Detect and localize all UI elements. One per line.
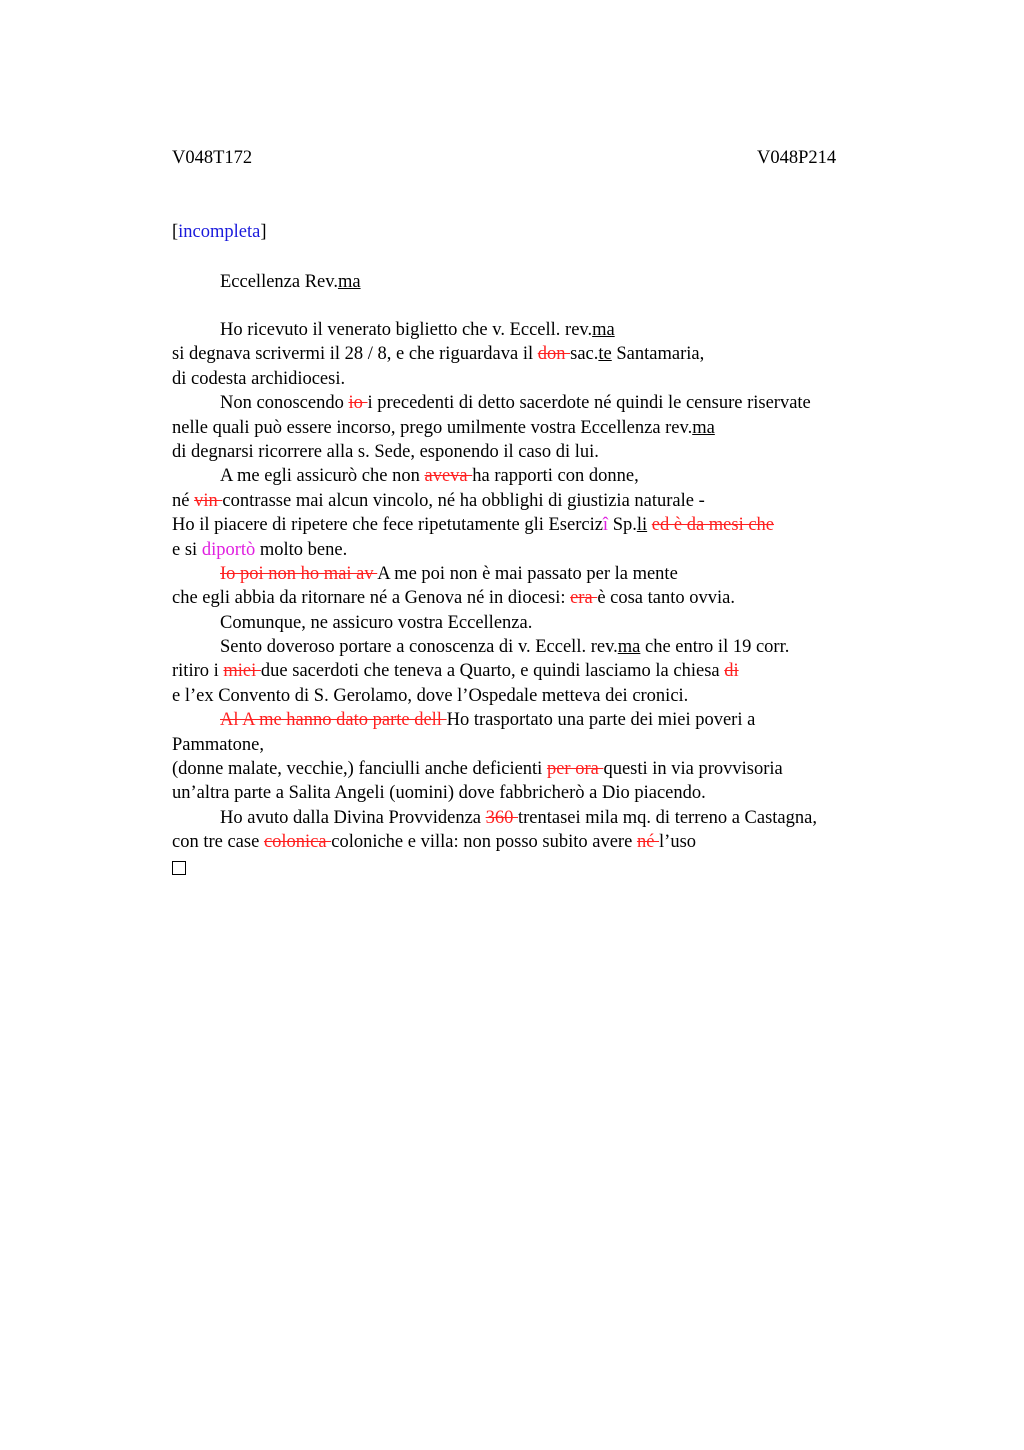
salutation-abbrev: ma [337, 272, 361, 292]
abbreviation: li [636, 515, 648, 536]
text-run: (donne malate, vecchie,) fanciulli anche deficienti [172, 759, 547, 780]
letter-body [172, 318, 912, 879]
status-bracket-open: [ [172, 222, 179, 242]
text-run: l’uso [659, 832, 697, 853]
text-line [172, 830, 912, 854]
salutation [220, 270, 361, 294]
text-run: ritiro i [172, 661, 224, 682]
text-line [172, 562, 912, 586]
text-run: A me poi non è mai passato per la mente [377, 563, 678, 584]
editorial-mark: diportò [201, 539, 256, 560]
abbreviation: ma [692, 417, 715, 438]
text-run: trentasei mila mq. di terreno a Castagna, [518, 807, 817, 828]
text-line [172, 391, 912, 415]
text-line [172, 440, 912, 464]
text-run: Sp. [608, 515, 637, 536]
deletion: ed è da mesi che [651, 515, 775, 536]
text-line [172, 586, 912, 610]
letter-document [172, 146, 912, 853]
text-line [172, 342, 912, 366]
document-id-left: V048T172 [172, 148, 253, 168]
text-run: questi in via provvisoria [603, 759, 783, 780]
text-line [172, 538, 912, 562]
text-line [172, 806, 912, 830]
text-run: sac. [570, 344, 599, 365]
status-label: incompleta [178, 222, 261, 242]
text-run: e si [172, 539, 202, 560]
text-run: Comunque, ne assicuro vostra Eccellenza. [220, 612, 533, 633]
text-line [172, 635, 912, 659]
document-id-right: V048P214 [757, 148, 837, 168]
text-run: due sacerdoti che teneva a Quarto, e quindi lasciamo la chiesa [260, 661, 725, 682]
text-run: Ho trasportato una parte dei miei poveri a [446, 710, 756, 731]
text-run: né [172, 490, 195, 511]
text-line [172, 708, 912, 732]
text-line [172, 367, 912, 391]
text-run: molto bene. [255, 539, 348, 560]
document-ids [172, 146, 912, 170]
text-run: Non conoscendo [220, 393, 349, 414]
deletion: di [724, 661, 739, 682]
text-line [172, 659, 912, 683]
text-run: A me egli assicurò che non [220, 466, 425, 487]
text-run: che entro il 19 corr. [640, 637, 790, 658]
text-run: con tre case [172, 832, 264, 853]
text-run: Sento doveroso portare a conoscenza di v. Eccell. rev. [220, 637, 618, 658]
text-run: Pammatone, [172, 734, 264, 755]
completeness-status [172, 220, 267, 244]
text-line [172, 781, 912, 805]
text-run: di degnarsi ricorrere alla s. Sede, esponendo il caso di lui. [172, 441, 599, 462]
deletion: vin [194, 490, 223, 511]
deletion: 360 [485, 807, 518, 828]
deletion: miei [223, 661, 261, 682]
text-line [172, 416, 912, 440]
deletion: per ora [546, 759, 604, 780]
text-run: coloniche e villa: non posso subito avere [331, 832, 637, 853]
text-run: i precedenti di detto sacerdote né quindi le censure riservate [367, 393, 811, 414]
text-run: e l’ex Convento di S. Gerolamo, dove l’Ospedale metteva dei cronici. [172, 685, 689, 706]
text-line [172, 513, 912, 537]
text-run: si degnava scrivermi il 28 / 8, e che riguardava il [172, 344, 538, 365]
deletion: Al A me hanno dato parte dell [220, 710, 447, 731]
text-run: ha rapporti con donne, [472, 466, 639, 487]
text-line [172, 318, 912, 342]
text-run: è cosa tanto ovvia. [597, 588, 735, 609]
empty-square-icon [172, 861, 186, 875]
deletion: né [636, 832, 660, 853]
abbreviation: ma [617, 637, 641, 658]
text-line [172, 684, 912, 708]
text-line [172, 733, 912, 757]
text-run: di codesta archidiocesi. [172, 368, 346, 389]
abbreviation: ma [592, 320, 615, 340]
end-marker [172, 855, 912, 879]
deletion: aveva [424, 466, 473, 487]
salutation-text: Eccellenza Rev. [220, 272, 338, 292]
text-run: che egli abbia da ritornare né a Genova né in diocesi: [172, 588, 571, 609]
text-line [172, 489, 912, 513]
text-run: nelle quali può essere incorso, prego umilmente vostra Eccellenza rev. [172, 417, 693, 438]
text-run: un’altra parte a Salita Angeli (uomini) dove fabbricherò a Dio piacendo. [172, 783, 706, 804]
text-line [172, 464, 912, 488]
text-line [172, 611, 912, 635]
text-run: contrasse mai alcun vincolo, né ha obblighi di giustizia naturale - [222, 490, 705, 511]
abbreviation: te [598, 344, 612, 365]
text-run: Ho avuto dalla Divina Provvidenza [220, 807, 486, 828]
editorial-mark: î [602, 515, 609, 536]
deletion: Io poi non ho mai av [220, 563, 378, 584]
deletion: don [537, 344, 571, 365]
text-line [172, 757, 912, 781]
status-bracket-close: ] [260, 222, 267, 242]
text-run: Ho il piacere di ripetere che fece ripetutamente gli Eserciz [172, 515, 603, 536]
deletion: era [570, 588, 598, 609]
text-run: Ho ricevuto il venerato biglietto che v. Eccell. rev. [220, 320, 593, 340]
deletion: colonica [263, 832, 332, 853]
text-run: Santamaria, [611, 344, 705, 365]
deletion: io [348, 393, 368, 414]
